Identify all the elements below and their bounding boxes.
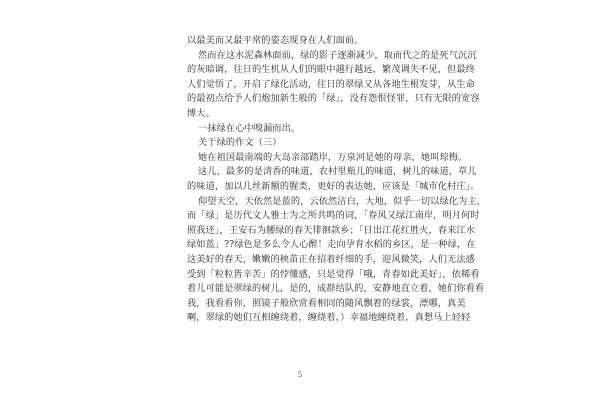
text-line: 的最初点给予人们炮加新生般的「绿」，没有怨恨怪罪，只有无限的宽容: [187, 93, 480, 105]
text-line: 受到「粒粒皆辛苦」的悖懂感，只是觉得「哦，青春如此美好」，依稀看: [187, 268, 480, 280]
text-line: 这儿，最多的是清香的味道，农村里瓶儿的味道，树儿的味道，草儿: [198, 166, 477, 178]
text-line: 着儿可能是翠绿的树儿，是的，成群结队的，安静地直立着，她们你看看: [187, 283, 485, 295]
body-text: [187, 34, 486, 326]
page-number: 5: [297, 371, 303, 379]
text-line: 照我还」，王安石为腰绿的春天徘徊款乡；「日出江花红胜火，春来江水: [187, 224, 475, 236]
text-line: 而「绿」是历代文人雅士为之所共鸣的词，「春风又绿江南岸，明月何时: [187, 210, 480, 222]
text-line: 然而在这水泥森林面前，绿的影子逐渐减少，取而代之的是死气沉沉: [198, 49, 477, 61]
text-line: 的灰暗调，往日的生机从人们的眼中越行越远，繁茂调失不见，但最终: [187, 64, 475, 76]
section-heading: 关于绿的作文（三）: [198, 137, 282, 149]
text-line: 我，我看看你，照镜子般欣赏看相同的随风飘着的绿裳，漂哪，真美: [187, 297, 466, 309]
text-line: 的味道，加以几丝新额的腥类，更好的表达她，应该是「城市化村庄」。: [187, 180, 480, 192]
text-line: 仰望天空，天依然是蓝的，云依然洁白，大地，似乎一切以绿化为主，: [198, 195, 486, 207]
text-line: 绿如蓝」??绿色是多么令人心醉！走向孕育水稻的乡区，是一种绿，在: [187, 239, 476, 251]
text-line: 这美好的春天，嫩嫩的秧苗正在招着纤细的手，迎风微笑，人们无法感: [187, 253, 475, 265]
text-line: 人们觉悟了，开启了绿化活动，往日的翠绿又从各地生根发芽，从生命: [187, 78, 475, 90]
text-line: 博大。: [187, 107, 215, 119]
text-line: 一抹绿在心中嗅漏而出。: [198, 122, 301, 134]
text-line: 以最美而又最平常的姿态现身在人们面前。: [187, 35, 364, 46]
text-line: 她在祖国最南端的大岛亲部踏岸，万泉河是她的母亲，她叫琼梅。: [198, 151, 468, 163]
text-line: 啊，翠绿的她们互相缠绕着，缠绕着，）幸福地缠绕着，真想马上轻轻: [187, 312, 471, 324]
